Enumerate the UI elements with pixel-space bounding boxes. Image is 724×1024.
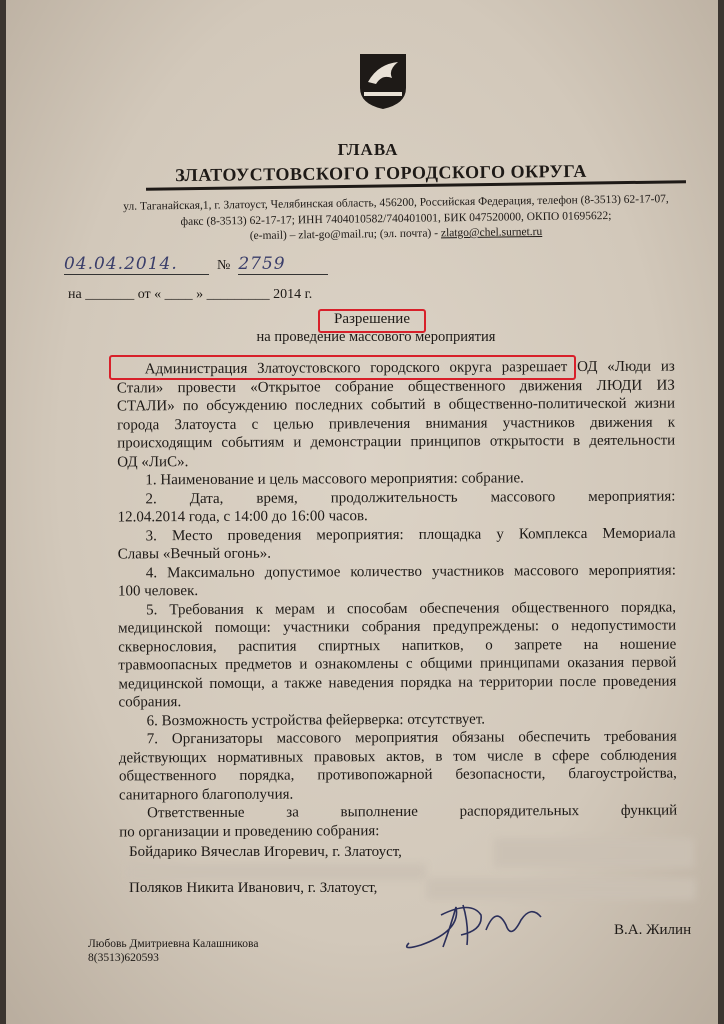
email-prefix: (e-mail) – zlat-go@mail.ru; (эл. почта) - bbox=[249, 227, 442, 243]
address-line: ул. Таганайская,1, г. Златоуст, Челябинская область, 456200, Российская Федерация, телефон (8-3513) 62-17-07, bbox=[123, 193, 669, 213]
redacted-block bbox=[126, 864, 426, 880]
body-line: действующих нормативных правовых актов, в том числе в сфере соблюдения bbox=[118, 747, 677, 766]
header-organization: ЗЛАТОУСТОВСКОГО ГОРОДСКОГО ОКРУГА bbox=[175, 160, 587, 186]
number-label: № bbox=[217, 258, 231, 273]
executor-phone: 8(3513)620593 bbox=[88, 952, 159, 964]
body-line: 12.04.2014 года, с 14:00 до 16:00 часов. bbox=[117, 508, 368, 526]
body-line: санитарного благополучия. bbox=[118, 786, 294, 803]
body-line: 2. Дата, время, продолжительность массового мероприятия: bbox=[145, 488, 676, 507]
body-line: собрания. bbox=[118, 694, 182, 711]
body-line: травмоопасных предметов и ознакомлены с общими принципами оказания первой bbox=[118, 654, 677, 674]
registration-line bbox=[64, 254, 328, 275]
signature bbox=[401, 895, 546, 955]
contact-line: факс (8-3513) 62-17-17; ИНН 7404010582/740401001, БИК 047520000, ОКПО 01695622; bbox=[180, 209, 612, 229]
signatory-name: В.А. Жилин bbox=[614, 922, 692, 938]
body-line: 5. Требования к мерам и способам обеспечения общественного порядка, bbox=[146, 599, 677, 618]
body-line: 7. Организаторы массового мероприятия обязаны обеспечить требования bbox=[146, 728, 677, 748]
registration-number: 2759 bbox=[238, 254, 328, 275]
body-line: медицинской помощи: участники собрания предупреждены: о недопустимости bbox=[118, 617, 677, 637]
body-line: 6. Возможность устройства фейерверка: отсутствует. bbox=[146, 711, 486, 729]
body-line: ОД «ЛиС». bbox=[117, 453, 189, 470]
body-line: города Златоуста с целью привлечения внимания участников движения к bbox=[117, 414, 676, 433]
body-line: Ответственные за выполнение распорядительных функций bbox=[147, 802, 678, 822]
document-body bbox=[117, 358, 678, 842]
reference-line: на _______ от « ____ » _________ 2014 г. bbox=[68, 287, 313, 302]
registration-date: 04.04.2014. bbox=[64, 254, 209, 275]
body-line: происходящим событиям и демонстрации принципов открытости в деятельности bbox=[117, 432, 676, 452]
document-paper bbox=[6, 0, 718, 1024]
city-emblem-icon bbox=[358, 52, 408, 110]
body-line: 100 человек. bbox=[117, 583, 199, 600]
body-line: 3. Место проведения мероприятия: площадка у Комплекса Мемориала bbox=[145, 525, 676, 544]
email-link[interactable]: zlatgo@chel.surnet.ru bbox=[440, 225, 543, 240]
responsible-person-2: Поляков Никита Иванович, г. Златоуст, bbox=[129, 880, 378, 896]
body-line: Стали» провести «Открытое собрание общественного движения ЛЮДИ ИЗ bbox=[116, 377, 675, 396]
header-title: ГЛАВА bbox=[337, 140, 399, 159]
body-line: по организации и проведению собрания: bbox=[119, 822, 380, 840]
body-line: Славы «Вечный огонь». bbox=[117, 545, 271, 563]
redacted-block bbox=[494, 838, 694, 868]
body-line: Администрация Златоустовского городского округа разрешает ОД «Люди из bbox=[144, 358, 675, 378]
body-line: общественного порядка, противопожарной безопасности, благоустройства, bbox=[118, 765, 677, 785]
body-line: 1. Наименование и цель массового мероприятия: собрание. bbox=[145, 470, 524, 489]
executor-name: Любовь Дмитриевна Калашникова bbox=[88, 938, 259, 950]
responsible-person-1: Бойдарико Вячеслав Игоревич, г. Златоуст, bbox=[129, 844, 402, 860]
body-line: сквернословия, распития спиртных напитков, о запрете на ношение bbox=[118, 636, 677, 655]
body-line: медицинской помощи, а также наведения порядка на территории после проведения bbox=[118, 673, 677, 692]
document-title: Разрешение bbox=[333, 311, 410, 327]
body-line: 4. Максимально допустимое количество участников массового мероприятия: bbox=[145, 562, 676, 581]
document-subtitle: на проведение массового мероприятия bbox=[256, 329, 496, 345]
body-line: СТАЛИ» по обсуждению последних событий в общественно-политической жизни bbox=[116, 395, 676, 415]
